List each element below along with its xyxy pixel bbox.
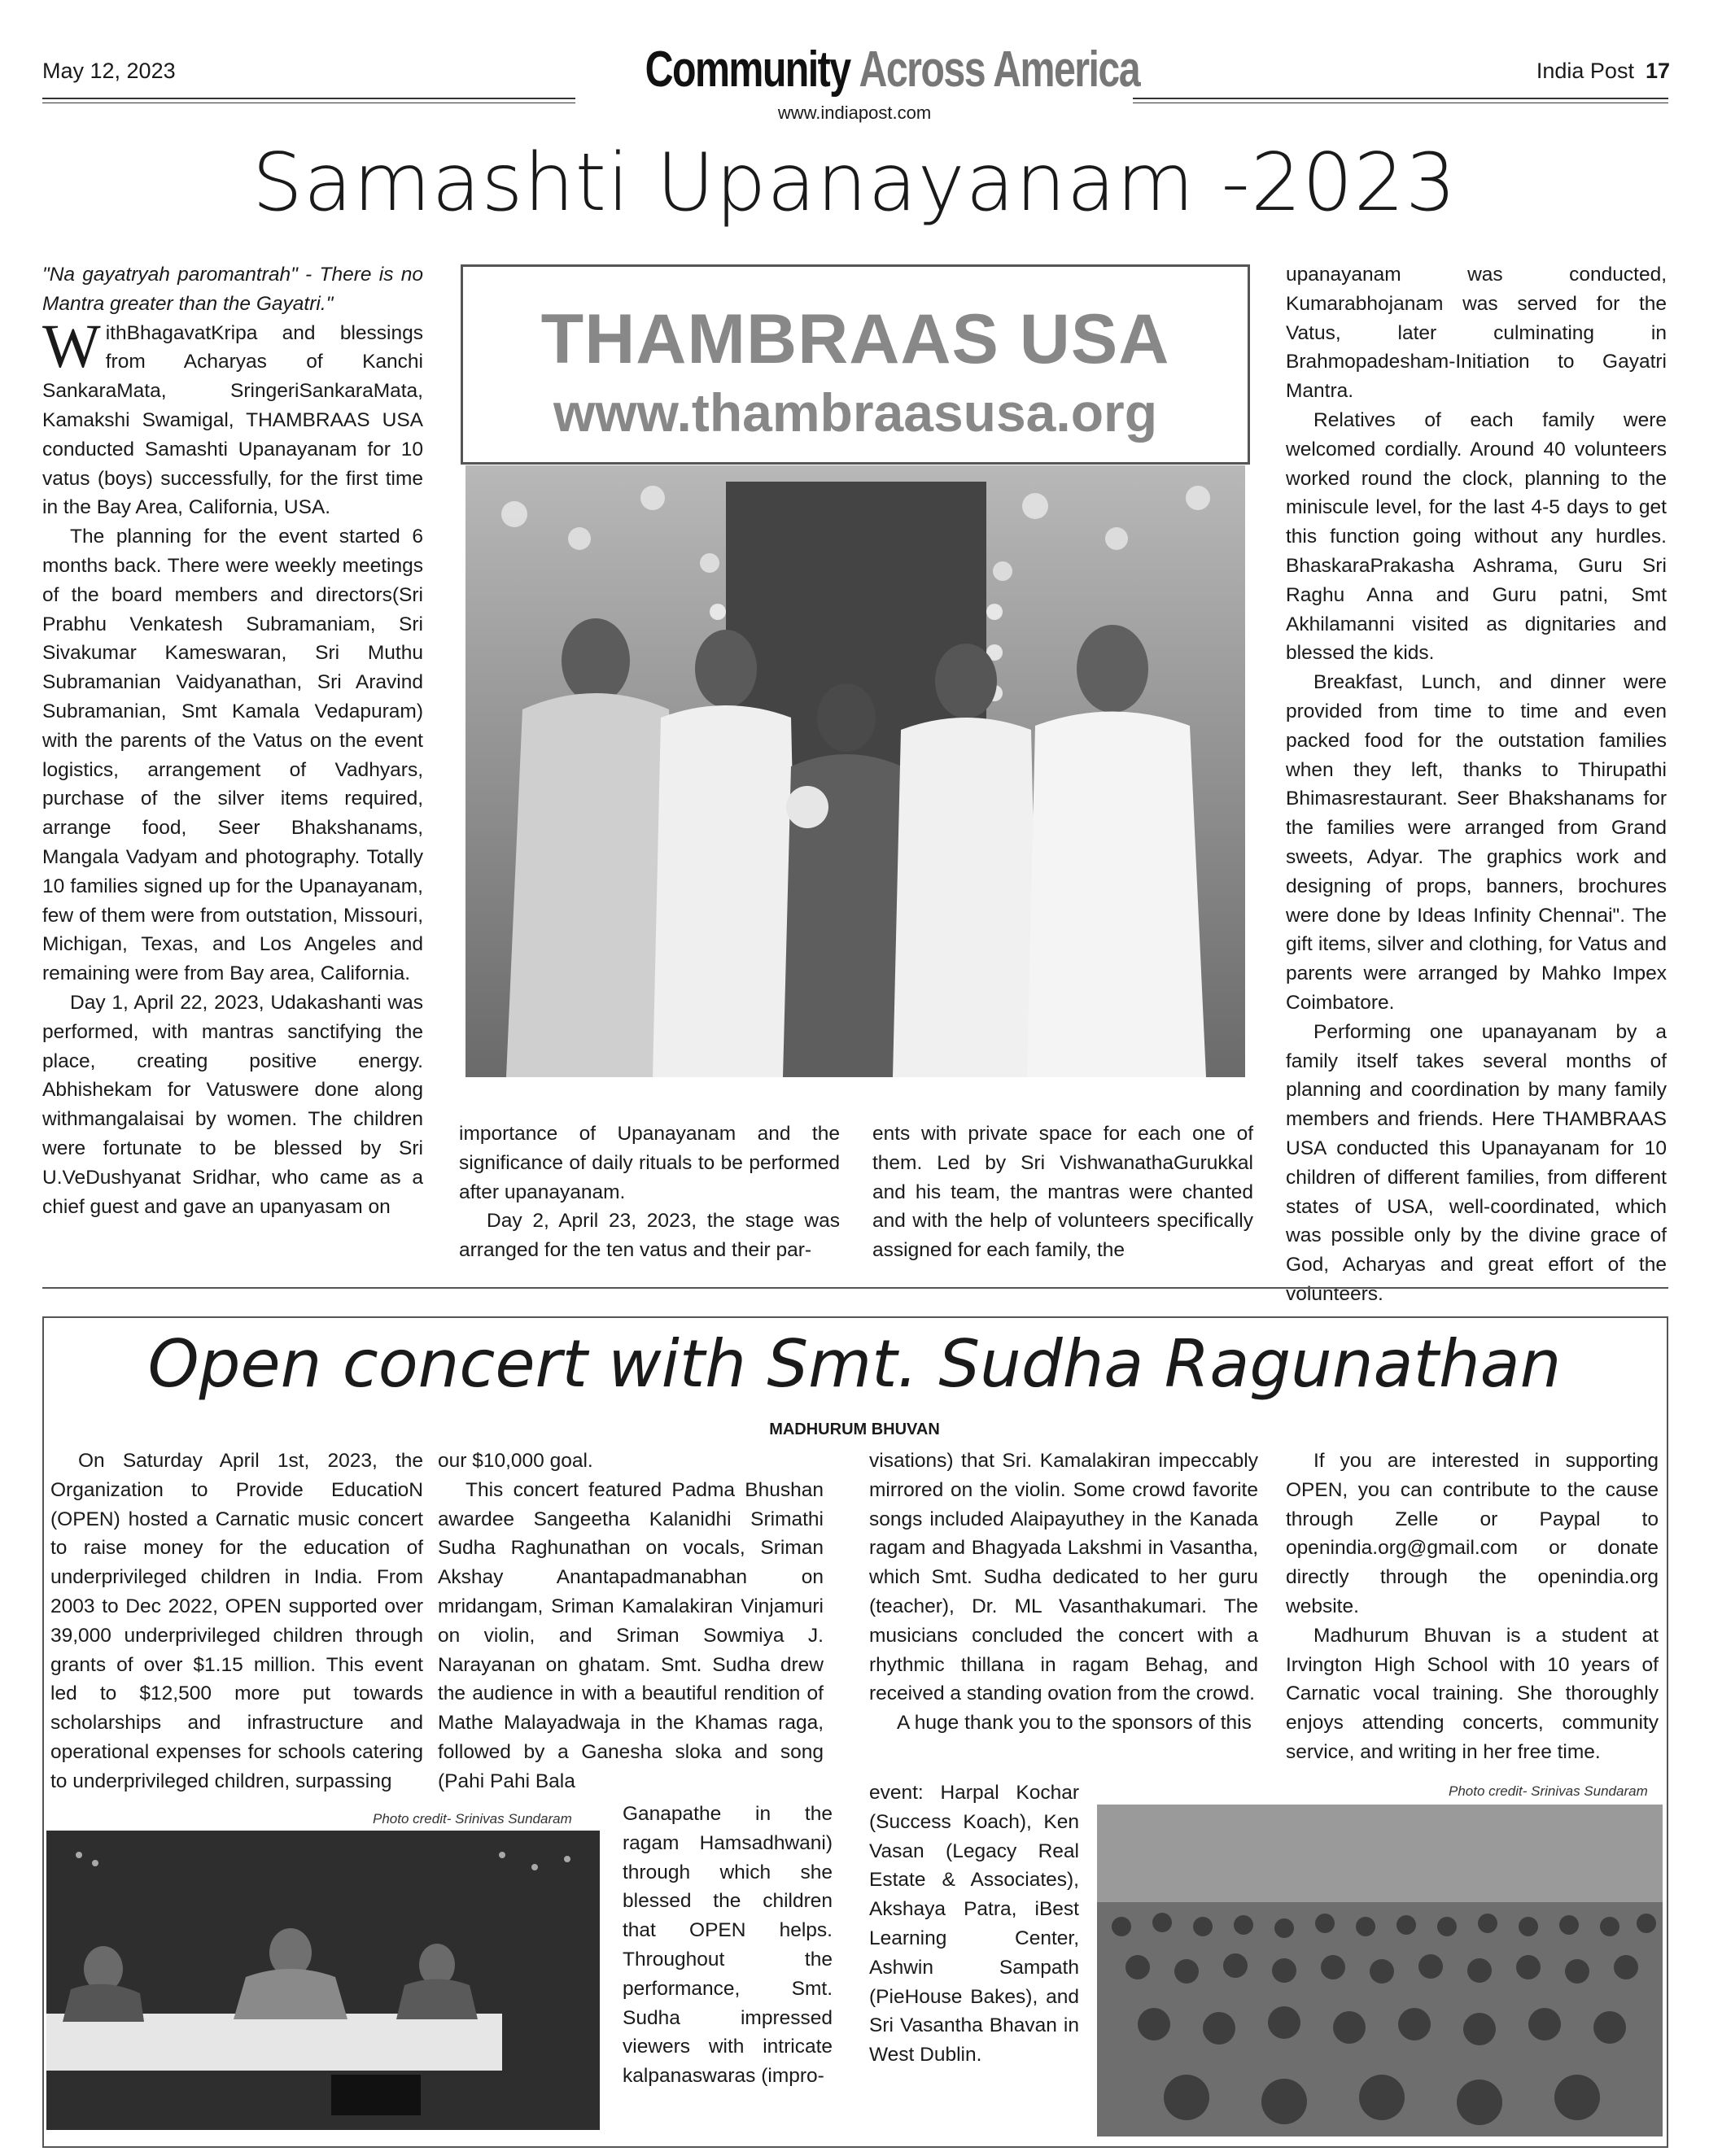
article1-para: The planning for the event started 6 months back. There were weekly meetings of the board members and directors(Sri Prabhu Venkatesh Subramaniam, Sri Sivakumar Kameswaran, Sri Muthu Subramanian Vaidyanathan, Sri Aravind Subramanian, Smt Kamala Vedapuram) with the parents of the Vatus on the event logistics, arrangement of Vadhyars, purchase of the silver items required, arrange food, Seer Bhakshanams, Mangala Vadyam and photography. Totally 10 families signed up for the Upanayanam, few of them were from outstation, Missouri, Michigan, Texas, and Los Angeles and remaining were from Bay area, California.: [42, 526, 423, 985]
article1-para: Breakfast, Lunch, and dinner were provided from time to time and even packed food for the outstation families when they left, thanks to Thirupathi Bhimasrestaurant. Seer Bhakshanams for the families were arranged from Grand sweets, Adyar. The graphics work and designing of props, banners, brochures were done by Ideas Infinity Chennai". The gift items, silver and clothing, for Vatus and parents were arranged by Mahko Impex Coimbatore.: [1286, 671, 1667, 1014]
ad-title: THAMBRAAS USA: [540, 300, 1170, 378]
ad-url[interactable]: www.thambraasusa.org: [553, 382, 1158, 443]
article2-para: This concert featured Padma Bhushan awardee Sangeetha Kalanidhi Srimathi Sudha Raghunathan on vocals, Sriman Akshay Anantapadmanabhan on mridangam, Sriman Kamalakiran Vinjamuri on violin, and Sriman Sowmiya J. Narayanan on ghatam. Smt. Sudha drew the audience in with a beautiful rendition of Mathe Malayadwaja in the Khamas raga, followed by a Ganesha sloka and song (Pahi Pahi Bala: [438, 1478, 824, 1792]
page-number: 17: [1645, 59, 1670, 83]
article1-headline: Samashti Upanayanam -2023: [251, 137, 1458, 229]
article1-para: [42, 312, 423, 523]
publication-name: India Post: [1536, 59, 1634, 83]
article2-byline: MADHURUM BHUVAN: [769, 1421, 940, 1438]
article1-quote: "Na gayatryah paromantrah" - There is no Mantra greater than the Gayatri.": [42, 264, 423, 315]
article2-column-3b: [869, 1778, 1079, 2070]
dropcap: W: [42, 312, 101, 381]
article1-column-1: [42, 260, 423, 1221]
article1-para: Performing one upanayanam by a family itself takes several months of planning and coordination by many family members and friends. Here THAMBRAAS USA conducted this Upanayanam for 10 children of different families, from different states of USA, well-coordinated, which was possible only by the divine grace of God, Acharyas and great effort of the volunteers.: [1286, 1020, 1667, 1305]
article2-para: If you are interested in supporting OPEN, you can contribute to the cause through Zelle or Paypal to openindia.org@gmail.com or donate directly through the openindia.org website.: [1286, 1450, 1659, 1617]
article2-column-2: [438, 1447, 824, 1796]
article1-column-2: [459, 1119, 840, 1265]
article2-para: Madhurum Bhuvan is a student at Irvington High School with 10 years of Carnatic vocal training. She thoroughly enjoys attending concerts, community service, and writing in her free time.: [1286, 1624, 1659, 1763]
audience-illustration: [1097, 1805, 1663, 2136]
masthead-community: Community: [645, 41, 850, 98]
photo-credit-audience: Photo credit- Srinivas Sundaram: [1449, 1783, 1648, 1799]
masthead-across-america: Across America: [859, 41, 1140, 98]
article2-para: our $10,000 goal.: [438, 1450, 593, 1472]
group-photo: [465, 465, 1245, 1077]
article1-para: Relatives of each family were welcomed cordially. Around 40 volunteers worked round the clock, planning to the miniscule level, for the last 4-5 days to get this function going without any hurdles. BhaskaraPrakasha Ashrama, Guru Sri Raghu Anna and Guru patni, Smt Akhilamanni visited as dignitaries and blessed the kids.: [1286, 408, 1667, 665]
article2-column-1: [50, 1447, 423, 1796]
masthead: [645, 41, 1140, 98]
article2-para: visations) that Sri. Kamalakiran impeccably mirrored on the violin. Some crowd favorite songs included Alaipayuthey in the Kanada ragam and Bhagyada Lakshmi in Vasantha, which Smt. Sudha dedicated to her guru (teacher), Dr. ML Vasanthakumari. The musicians concluded the concert with a rhythmic thillana in ragam Behag, and received a standing ovation from the crowd.: [869, 1450, 1258, 1705]
article2-headline: Open concert with Smt. Sudha Ragunathan: [147, 1326, 1562, 1402]
article2-para: Ganapathe in the ragam Hamsadhwani) through which she blessed the children that OPEN helps. Throughout the performance, Smt. Sudha impressed viewers with intricate kalpanaswaras (impro-: [623, 1803, 833, 2088]
website-link[interactable]: www.indiapost.com: [777, 103, 932, 123]
article1-column-4: [1286, 260, 1667, 1309]
photo-credit-concert: Photo credit- Srinivas Sundaram: [373, 1811, 572, 1826]
section-divider: [42, 1287, 1668, 1289]
issue-date: May 12, 2023: [42, 59, 176, 83]
article2-column-4: [1286, 1447, 1659, 1767]
header-rule-left: [42, 98, 575, 103]
article1-para: importance of Upanayanam and the significance of daily rituals to be performed after upanayanam.: [459, 1123, 840, 1203]
article1-para: Day 1, April 22, 2023, Udakashanti was performed, with mantras sanctifying the place, creating positive energy. Abhishekam for Vatuswere done along withmangalaisai by women. The children were fortunate to be blessed by Sri U.VeDushyanat Sridhar, who came as a chief guest and gave an upanyasam on: [42, 991, 423, 1218]
page-info: [1536, 59, 1670, 84]
thambraas-ad: [461, 264, 1250, 465]
audience-photo: [1097, 1805, 1663, 2136]
article1-text: ithBhagavatKripa and blessings from Acharyas of Kanchi SankaraMata, SringeriSankaraMata, Kamakshi Swamigal, THAMBRAAS USA conducted Samashti Upanayanam for 10 vatus (boys) successfully, for the first time in the Bay Area, California, USA.: [42, 321, 423, 519]
article2-para: A huge thank you to the sponsors of this: [897, 1712, 1252, 1735]
article2-para: event: Harpal Kochar (Success Koach), Ken Vasan (Legacy Real Estate & Associates), Akshaya Patra, iBest Learning Center, Ashwin Sampath (PieHouse Bakes), and Sri Vasantha Bhavan in West Dublin.: [869, 1782, 1079, 2067]
article1-para: upanayanam was conducted, Kumarabhojanam was served for the Vatus, later culminating in Brahmopadesham-Initiation to Gayatri Mantra.: [1286, 264, 1667, 403]
article2-column-2b: [623, 1800, 833, 2091]
concert-stage-photo: [46, 1831, 600, 2130]
concert-stage-illustration: [46, 1831, 600, 2130]
article1-column-3: [872, 1119, 1253, 1265]
header-rule-right: [1133, 98, 1668, 103]
group-photo-illustration: [465, 465, 1245, 1077]
article2-column-3: [869, 1447, 1258, 1738]
article2-para: On Saturday April 1st, 2023, the Organization to Provide EducatioN (OPEN) hosted a Carnatic music concert to raise money for the education of underprivileged children in India. From 2003 to Dec 2022, OPEN supported over 39,000 underprivileged children through grants of over $1.15 million. This event led to $12,500 more put towards scholarships and infrastructure and operational expenses for schools catering to underprivileged children, surpassing: [50, 1450, 423, 1792]
article1-para: ents with private space for each one of them. Led by Sri VishwanathaGurukkal and his team, the mantras were chanted and with the help of volunteers specifically assigned for each family, the: [872, 1123, 1253, 1262]
article1-para: Day 2, April 23, 2023, the stage was arranged for the ten vatus and their par-: [459, 1210, 840, 1262]
